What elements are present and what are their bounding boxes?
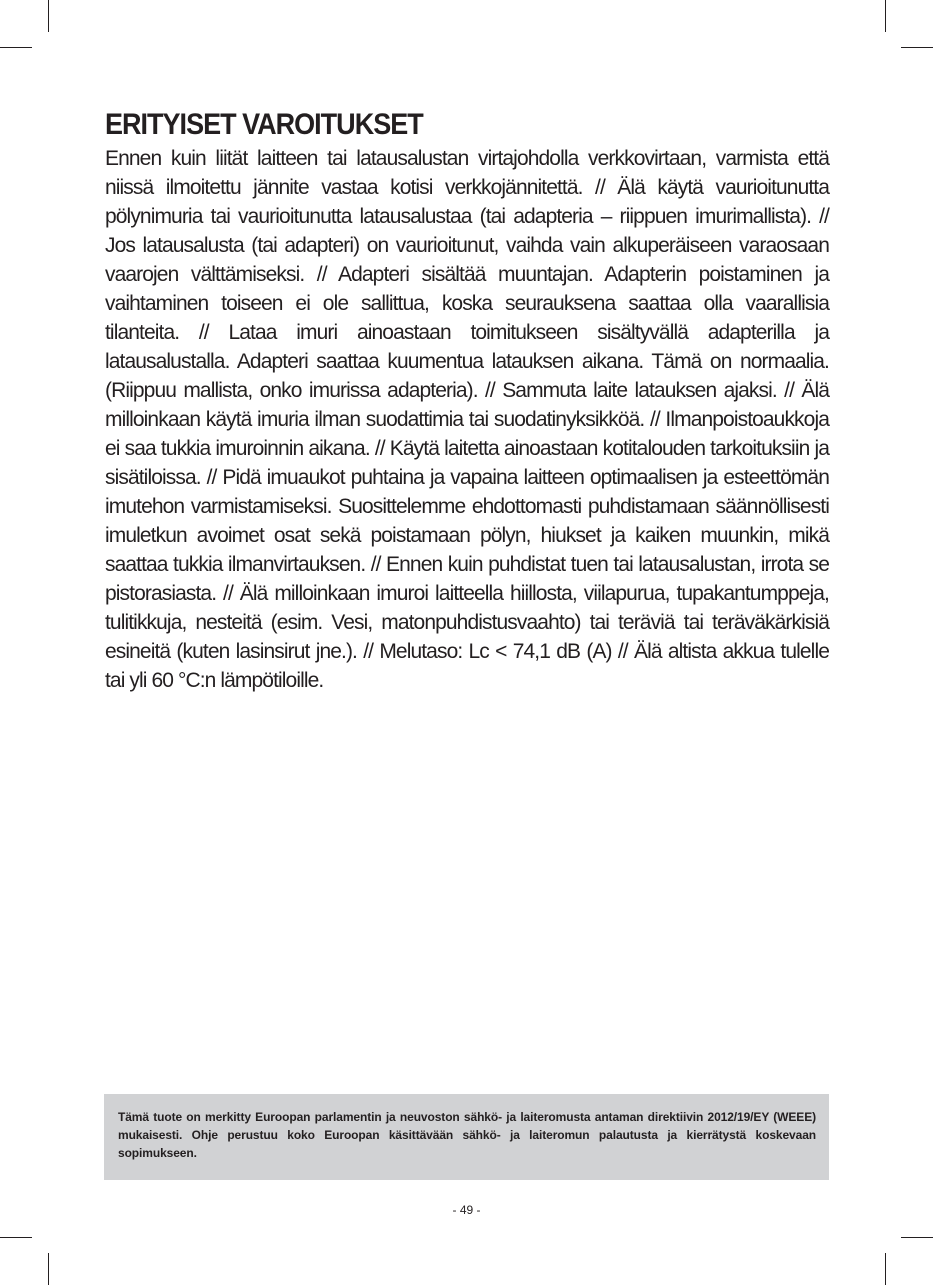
section-title: ERITYISET VAROITUKSET: [105, 108, 423, 141]
crop-mark-bottom-right-horizontal: [901, 1237, 933, 1238]
crop-mark-bottom-right-vertical: [885, 1253, 886, 1285]
crop-mark-bottom-left-vertical: [48, 1253, 49, 1285]
page-number: - 49 -: [452, 1203, 481, 1217]
weee-notice-text: Tämä tuote on merkitty Euroopan parlamentin ja neuvoston sähkö- ja laiteromusta antaman direktiivin 2012/19/EY (WEEE) mukaisesti. Ohje perustuu koko Euroopan käsittävään sähkö- ja laiteromun palautusta ja kierrätystä koskevaan sopimukseen.: [118, 1110, 816, 1160]
weee-notice-box: [104, 1094, 829, 1180]
crop-mark-bottom-left-horizontal: [0, 1237, 32, 1238]
crop-mark-top-right-vertical: [885, 0, 886, 32]
crop-mark-top-left-horizontal: [0, 47, 32, 48]
crop-mark-top-left-vertical: [48, 0, 49, 32]
crop-mark-top-right-horizontal: [901, 47, 933, 48]
warnings-body-text: Ennen kuin liität laitteen tai latausalustan virtajohdolla verkkovirtaan, varmista että niissä ilmoitettu jännite vastaa kotisi verkkojännitettä. // Älä käytä vaurioitunutta pölynimuria tai vaurioitunutta latausalustaa (tai adapteria – riippuen imurimallista). // Jos latausalusta (tai adapteri) on vaurioitunut, vaihda vain alkuperäiseen varaosaan vaarojen välttämiseksi. // Adapteri sisältää muuntajan. Adapterin poistaminen ja vaihtaminen toiseen ei ole sallittua, koska seurauksena saattaa olla vaarallisia tilanteita. // Lataa imuri ainoastaan toimitukseen sisältyvällä adapterilla ja latausalustalla. Adapteri saattaa kuumentua latauksen aikana. Tämä on normaalia. (Riippuu mallista, onko imurissa adapteria). // Sammuta laite latauksen ajaksi. // Älä milloinkaan käytä imuria ilman suodattimia tai suodatinyksikköä. // Ilmanpoistoaukkoja ei saa tukkia imuroinnin aikana. // Käytä laitetta ainoastaan kotitalouden tarkoituksiin ja sisätiloissa. // Pidä imuaukot puhtaina ja vapaina laitteen optimaalisen ja esteettömän imutehon varmistamiseksi. Suosittelemme ehdottomasti puhdistamaan säännöllisesti imuletkun avoimet osat sekä poistamaan pölyn, hiukset ja kaiken muunkin, mikä saattaa tukkia ilmanvirtauksen. // Ennen kuin puhdistat tuen tai latausalustan, irrota se pistorasiasta. // Älä milloinkaan imuroi laitteella hiillosta, viilapurua, tupakantumppeja, tulitikkuja, nesteitä (esim. Vesi, matonpuhdistusvaahto) tai teräviä tai teräväkärkisiä esineitä (kuten lasinsirut jne.). // Melutaso: Lc < 74,1 dB (A) // Älä altista akkua tulelle tai yli 60 °C:n lämpötiloille.: [105, 147, 829, 692]
warnings-section: [105, 108, 829, 695]
